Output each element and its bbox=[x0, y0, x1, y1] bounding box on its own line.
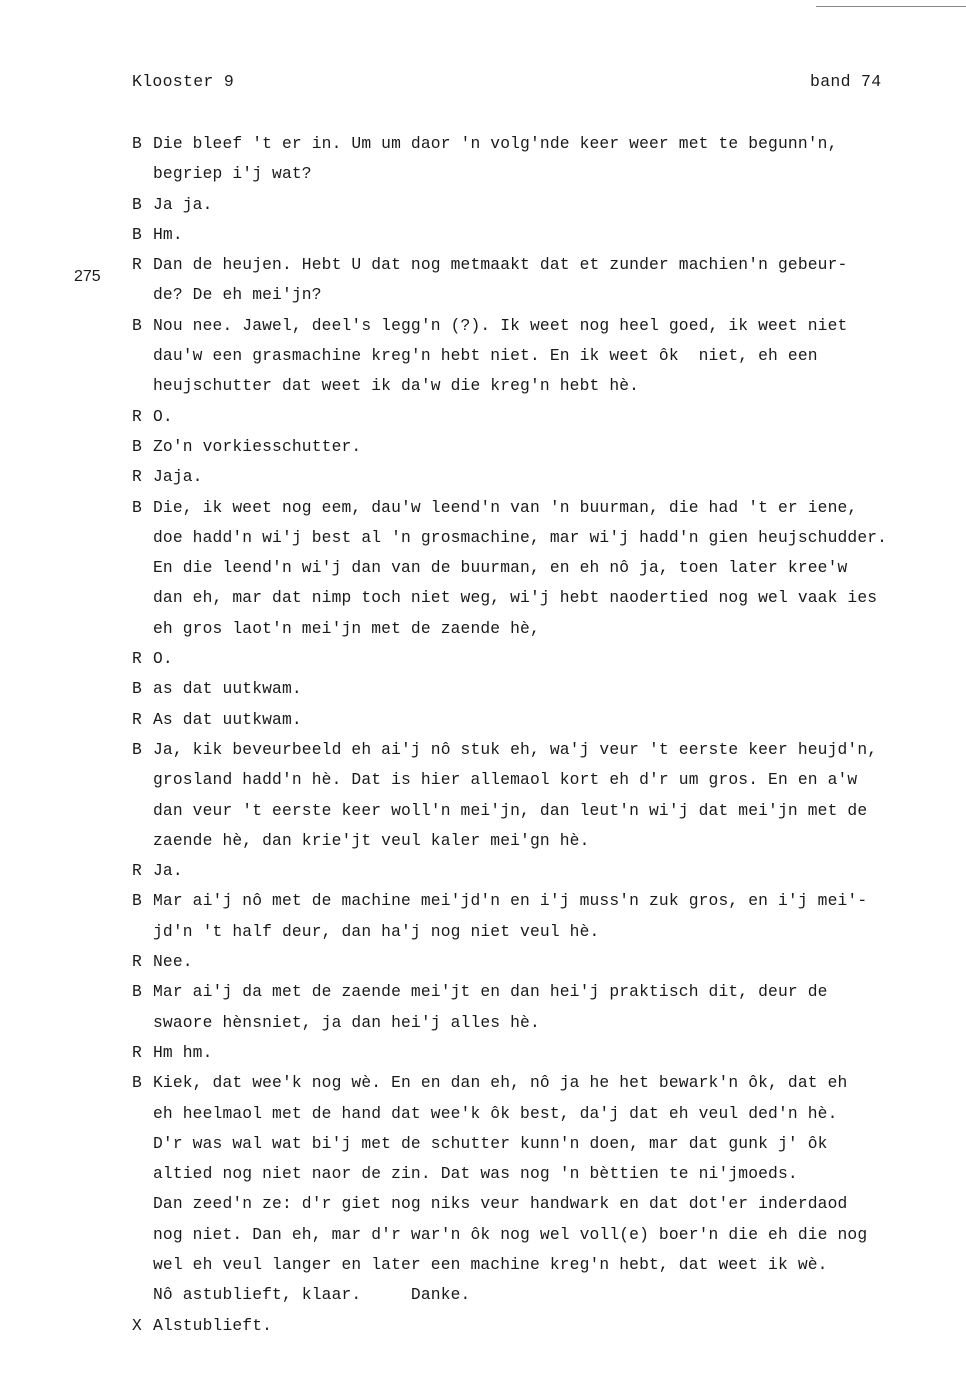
line-text: grosland hadd'n hè. Dat is hier allemaol kort eh d'r um gros. En en a'w bbox=[153, 770, 858, 790]
speaker-label: B bbox=[132, 1073, 142, 1093]
speaker-label: B bbox=[132, 891, 142, 911]
line-text: as dat uutkwam. bbox=[153, 679, 302, 699]
speaker-label: B bbox=[132, 194, 142, 214]
transcript-line bbox=[132, 311, 952, 341]
transcript-line bbox=[132, 1189, 952, 1219]
speaker-label: R bbox=[132, 861, 142, 881]
line-text: Ja ja. bbox=[153, 194, 213, 214]
line-text: altied nog niet naor de zin. Dat was nog 'n bèttien te ni'jmoeds. bbox=[153, 1164, 798, 1184]
line-text: dau'w een grasmachine kreg'n hebt niet. En ik weet ôk niet, eh een bbox=[153, 346, 818, 366]
transcript-line bbox=[132, 1280, 952, 1310]
line-text: eh gros laot'n mei'jn met de zaende hè, bbox=[153, 618, 540, 638]
speaker-label: R bbox=[132, 709, 142, 729]
line-text: Nee. bbox=[153, 952, 193, 972]
speaker-label: B bbox=[132, 739, 142, 759]
transcript-line bbox=[132, 250, 952, 280]
line-text: de? De eh mei'jn? bbox=[153, 285, 322, 305]
transcript-line bbox=[132, 1250, 952, 1280]
transcript-line bbox=[132, 1008, 952, 1038]
transcript-line bbox=[132, 523, 952, 553]
transcript-line bbox=[132, 1068, 952, 1098]
transcript-line bbox=[132, 341, 952, 371]
transcript-line bbox=[132, 493, 952, 523]
transcript-line bbox=[132, 1038, 952, 1068]
speaker-label: R bbox=[132, 1042, 142, 1062]
line-text: nog niet. Dan eh, mar d'r war'n ôk nog wel voll(e) boer'n die eh die nog bbox=[153, 1224, 868, 1244]
line-text: Die, ik weet nog eem, dau'w leend'n van 'n buurman, die had 't er iene, bbox=[153, 497, 858, 517]
line-text: O. bbox=[153, 406, 173, 426]
transcript-line bbox=[132, 826, 952, 856]
transcript-line bbox=[132, 947, 952, 977]
line-text: jd'n 't half deur, dan ha'j nog niet veul hè. bbox=[153, 921, 600, 941]
transcript-line bbox=[132, 129, 952, 159]
line-text: Kiek, dat wee'k nog wè. En en dan eh, nô ja he het bewark'n ôk, dat eh bbox=[153, 1073, 848, 1093]
line-text: wel eh veul langer en later een machine kreg'n hebt, dat weet ik wè. bbox=[153, 1254, 828, 1274]
speaker-label: B bbox=[132, 315, 142, 335]
speaker-label: R bbox=[132, 467, 142, 487]
line-text: dan veur 't eerste keer woll'n mei'jn, dan leut'n wi'j dat mei'jn met de bbox=[153, 800, 868, 820]
line-text: Jaja. bbox=[153, 467, 203, 487]
transcript-line bbox=[132, 856, 952, 886]
transcript-line bbox=[132, 553, 952, 583]
line-text: zaende hè, dan krie'jt veul kaler mei'gn hè. bbox=[153, 830, 590, 850]
line-text: heujschutter dat weet ik da'w die kreg'n hebt hè. bbox=[153, 376, 640, 396]
speaker-label: B bbox=[132, 436, 142, 456]
line-text: Dan zeed'n ze: d'r giet nog niks veur handwark en dat dot'er inderdaod bbox=[153, 1194, 848, 1214]
line-text: D'r was wal wat bi'j met de schutter kunn'n doen, mar dat gunk j' ôk bbox=[153, 1133, 828, 1153]
line-text: Dan de heujen. Hebt U dat nog metmaakt dat et zunder machien'n gebeur- bbox=[153, 255, 848, 275]
transcript-line bbox=[132, 765, 952, 795]
speaker-label: X bbox=[132, 1315, 142, 1335]
speaker-label: B bbox=[132, 982, 142, 1002]
transcript-line bbox=[132, 402, 952, 432]
transcript-line bbox=[132, 796, 952, 826]
transcript-line bbox=[132, 1159, 952, 1189]
transcript bbox=[132, 129, 952, 1341]
speaker-label: R bbox=[132, 255, 142, 275]
line-text: swaore hènsniet, ja dan hei'j alles hè. bbox=[153, 1012, 540, 1032]
speaker-label: B bbox=[132, 679, 142, 699]
line-text: Ja. bbox=[153, 861, 183, 881]
line-text: Alstublieft. bbox=[153, 1315, 273, 1335]
line-text: doe hadd'n wi'j best al 'n grosmachine, mar wi'j hadd'n gien heujschudder. bbox=[153, 527, 888, 547]
line-text: Ja, kik beveurbeeld eh ai'j nô stuk eh, wa'j veur 't eerste keer heujd'n, bbox=[153, 739, 878, 759]
transcript-line bbox=[132, 674, 952, 704]
transcript-line bbox=[132, 705, 952, 735]
transcript-line bbox=[132, 977, 952, 1007]
line-text: begriep i'j wat? bbox=[153, 164, 312, 184]
line-text: Zo'n vorkiesschutter. bbox=[153, 436, 362, 456]
line-text: dan eh, mar dat nimp toch niet weg, wi'j hebt naodertied nog wel vaak ies bbox=[153, 588, 878, 608]
line-text: Nô astublieft, klaar. Danke. bbox=[153, 1285, 471, 1305]
line-text: eh heelmaol met de hand dat wee'k ôk best, da'j dat eh veul ded'n hè. bbox=[153, 1103, 838, 1123]
transcript-line bbox=[132, 371, 952, 401]
transcript-line bbox=[132, 644, 952, 674]
transcript-line bbox=[132, 1220, 952, 1250]
transcript-line bbox=[132, 886, 952, 916]
speaker-label: B bbox=[132, 134, 142, 153]
transcript-line bbox=[132, 1099, 952, 1129]
transcript-line bbox=[132, 614, 952, 644]
line-text: O. bbox=[153, 649, 173, 669]
speaker-label: B bbox=[132, 497, 142, 517]
line-text: Die bleef 't er in. Um um daor 'n volg'nde keer weer met te begunn'n, bbox=[153, 134, 838, 153]
speaker-label: B bbox=[132, 224, 142, 244]
speaker-label: R bbox=[132, 952, 142, 972]
line-text: En die leend'n wi'j dan van de buurman, en eh nô ja, toen later kree'w bbox=[153, 558, 848, 578]
line-text: Hm. bbox=[153, 224, 183, 244]
transcript-line bbox=[132, 1129, 952, 1159]
line-text: Mar ai'j da met de zaende mei'jt en dan hei'j praktisch dit, deur de bbox=[153, 982, 828, 1002]
line-text: Hm hm. bbox=[153, 1042, 213, 1062]
transcript-line bbox=[132, 735, 952, 765]
line-text: As dat uutkwam. bbox=[153, 709, 302, 729]
margin-number: 275 bbox=[74, 268, 101, 285]
transcript-line bbox=[132, 190, 952, 220]
transcript-line bbox=[132, 1311, 952, 1341]
line-text: Nou nee. Jawel, deel's legg'n (?). Ik weet nog heel goed, ik weet niet bbox=[153, 315, 848, 335]
transcript-line bbox=[132, 917, 952, 947]
transcript-line bbox=[132, 280, 952, 310]
line-text: Mar ai'j nô met de machine mei'jd'n en i'j muss'n zuk gros, en i'j mei'- bbox=[153, 891, 868, 911]
transcript-line bbox=[132, 220, 952, 250]
top-rule bbox=[816, 6, 966, 7]
transcript-line bbox=[132, 159, 952, 189]
transcript-line bbox=[132, 583, 952, 613]
transcript-line bbox=[132, 462, 952, 492]
speaker-label: R bbox=[132, 649, 142, 669]
header-title: Klooster 9 bbox=[132, 72, 235, 91]
speaker-label: R bbox=[132, 406, 142, 426]
header-band: band 74 bbox=[810, 72, 882, 91]
transcript-line bbox=[132, 432, 952, 462]
